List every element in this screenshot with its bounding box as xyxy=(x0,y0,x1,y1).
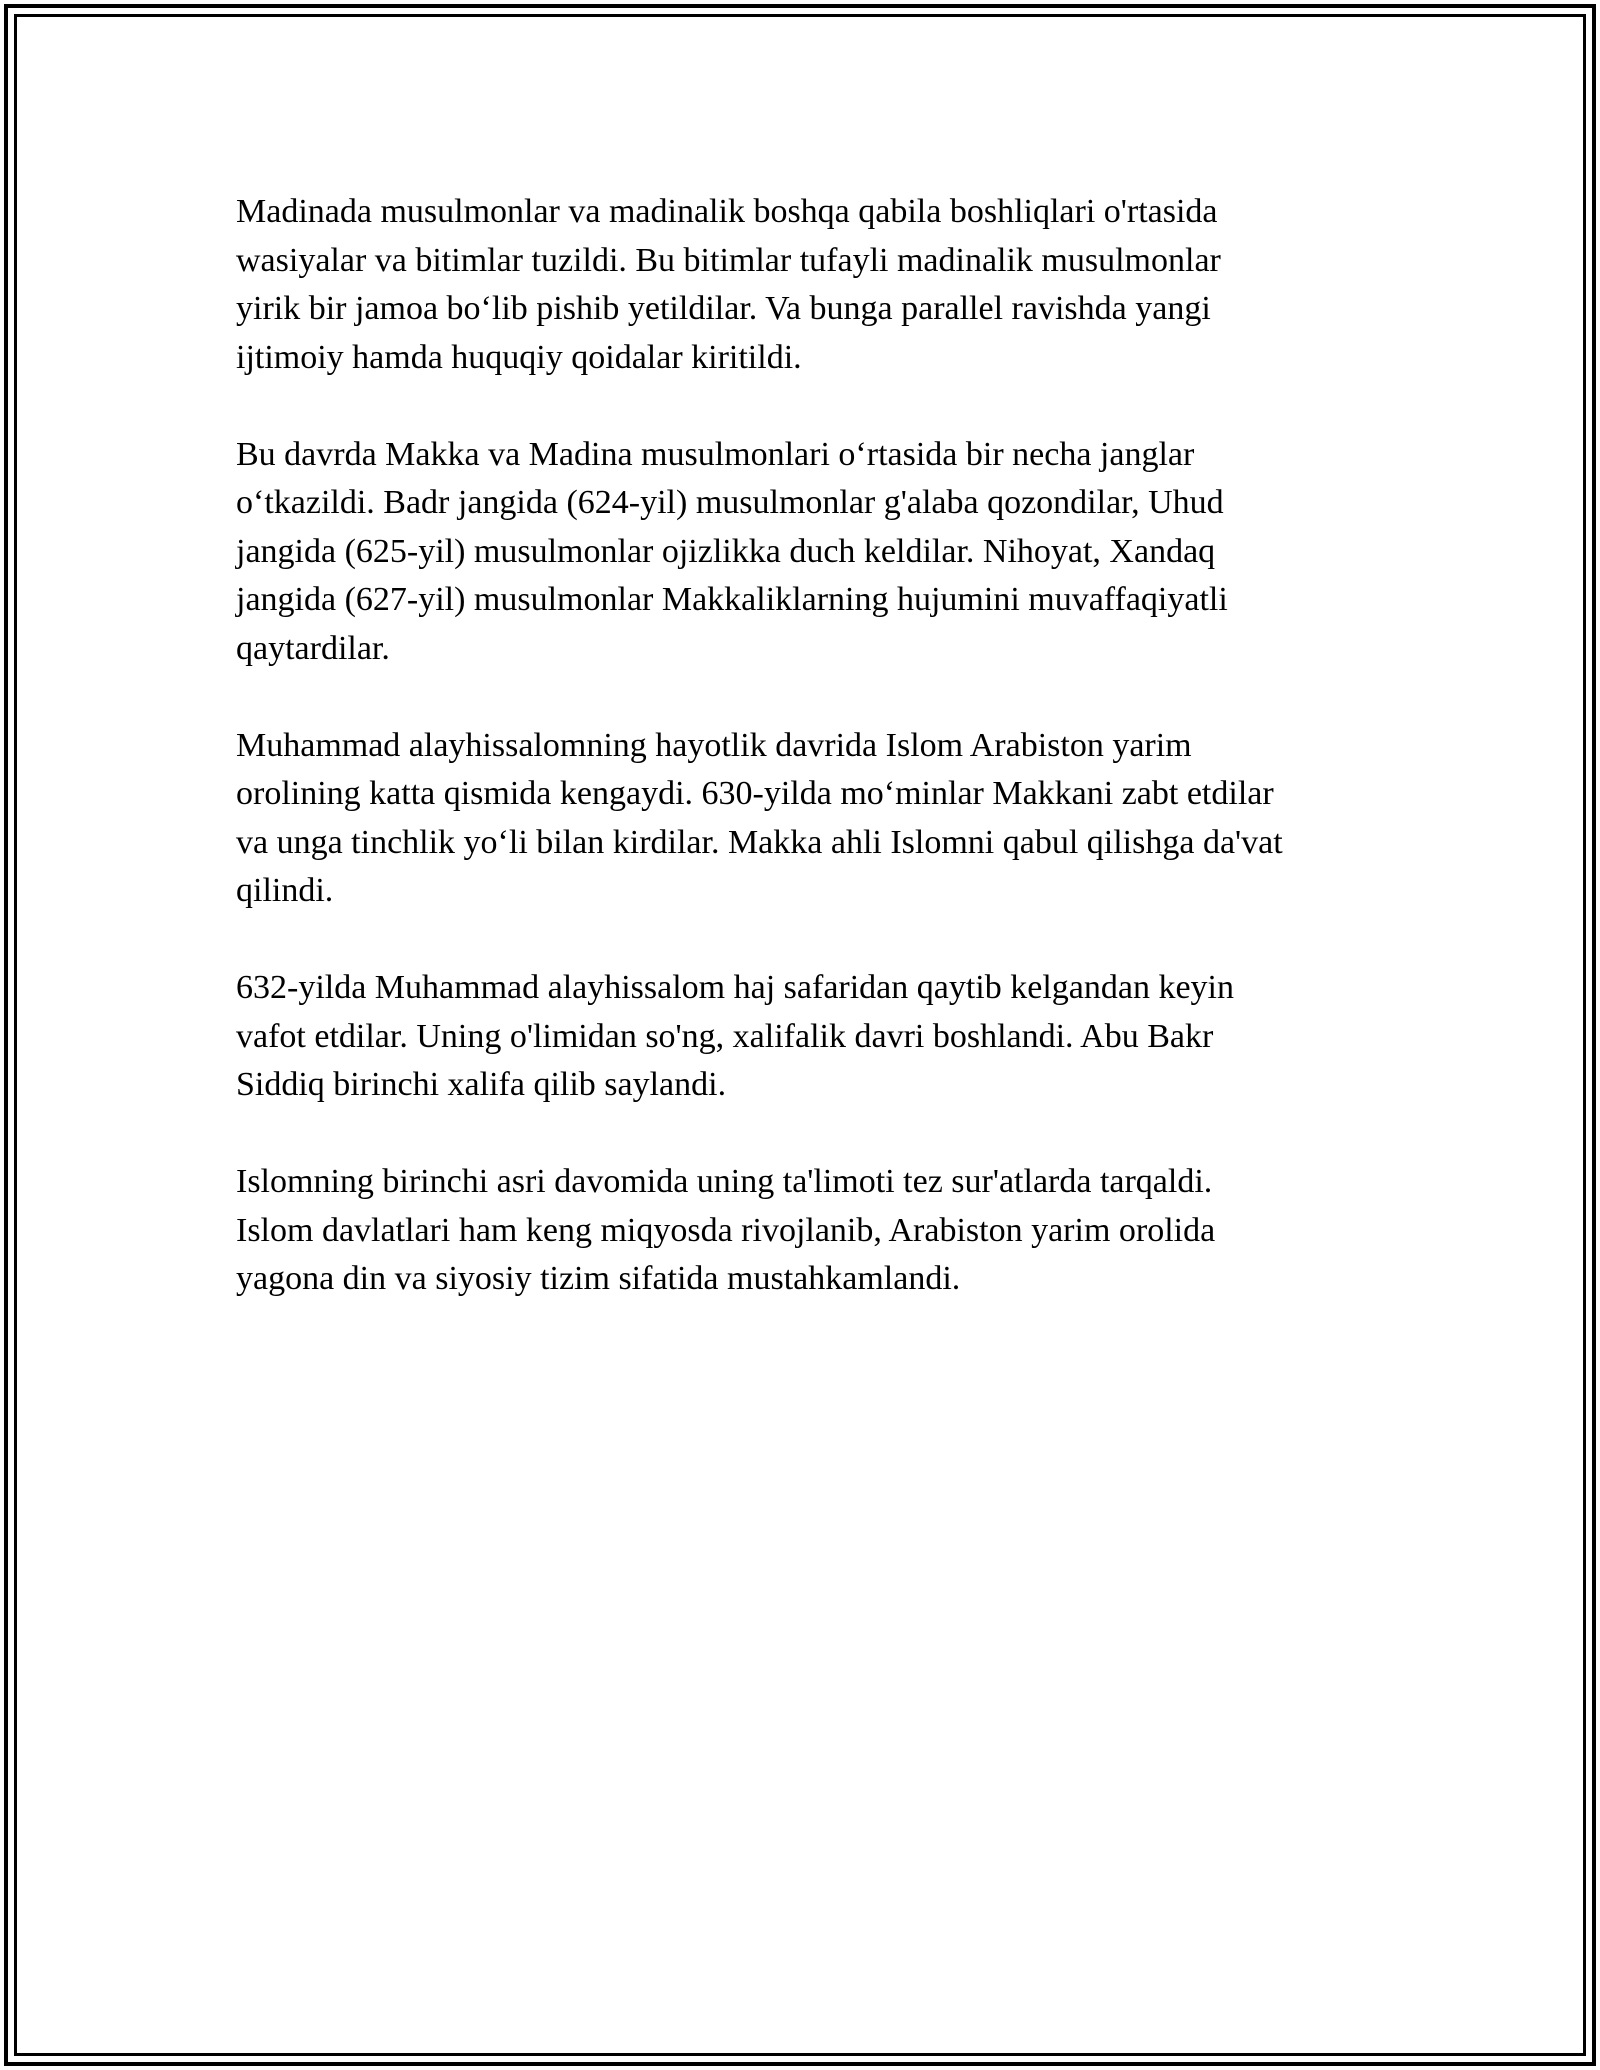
text-line: qaytardilar. xyxy=(236,629,390,667)
paragraph-3 xyxy=(236,722,1386,916)
text-line: Muhammad alayhissalomning hayotlik davrida Islom Arabiston yarim xyxy=(236,726,1192,764)
paragraph-1 xyxy=(236,188,1386,382)
text-line: qilindi. xyxy=(236,872,334,909)
text-line: yirik bir jamoa bo‘lib pishib yetildilar. Va bunga parallel ravishda yangi xyxy=(236,290,1211,327)
text-line: Bu davrda Makka va Madina musulmonlari o‘rtasida bir necha janglar xyxy=(236,435,1195,473)
text-line: yagona din va siyosiy tizim sifatida mustahkamlandi. xyxy=(236,1260,961,1297)
text-line: wasiyalar va bitimlar tuzildi. Bu bitimlar tufayli madinalik musulmonlar xyxy=(236,241,1221,279)
text-line: va unga tinchlik yo‘li bilan kirdilar. Makka ahli Islomni qabul qilishga da'vat xyxy=(236,823,1283,861)
text-line: Islom davlatlari ham keng miqyosda rivojlanib, Arabiston yarim orolida xyxy=(236,1211,1216,1249)
paragraph-4 xyxy=(236,964,1386,1110)
text-line: ijtimoiy hamda huquqiy qoidalar kiritildi. xyxy=(236,338,802,376)
text-line: jangida (627-yil) musulmonlar Makkaliklarning hujumini muvaffaqiyatli xyxy=(236,581,1228,618)
text-line: jangida (625-yil) musulmonlar ojizlikka duch keldilar. Nihoyat, Xandaq xyxy=(236,532,1216,570)
text-line: Madinada musulmonlar va madinalik boshqa qabila boshliqlari o'rtasida xyxy=(236,193,1218,230)
text-line: Islomning birinchi asri davomida uning ta'limoti tez sur'atlarda tarqaldi. xyxy=(236,1163,1213,1200)
paragraph-5 xyxy=(236,1158,1386,1304)
text-line: vafot etdilar. Uning o'limidan so'ng, xalifalik davri boshlandi. Abu Bakr xyxy=(236,1017,1214,1055)
paragraph-2 xyxy=(236,431,1386,674)
text-line: o‘tkazildi. Badr jangida (624-yil) musulmonlar g'alaba qozondilar, Uhud xyxy=(236,484,1224,521)
text-line: Siddiq birinchi xalifa qilib saylandi. xyxy=(236,1066,727,1103)
text-line: 632-yilda Muhammad alayhissalom haj safaridan qaytib kelgandan keyin xyxy=(236,969,1235,1006)
document-body xyxy=(236,188,1386,1352)
text-line: orolining katta qismida kengaydi. 630-yilda mo‘minlar Makkani zabt etdilar xyxy=(236,775,1274,812)
